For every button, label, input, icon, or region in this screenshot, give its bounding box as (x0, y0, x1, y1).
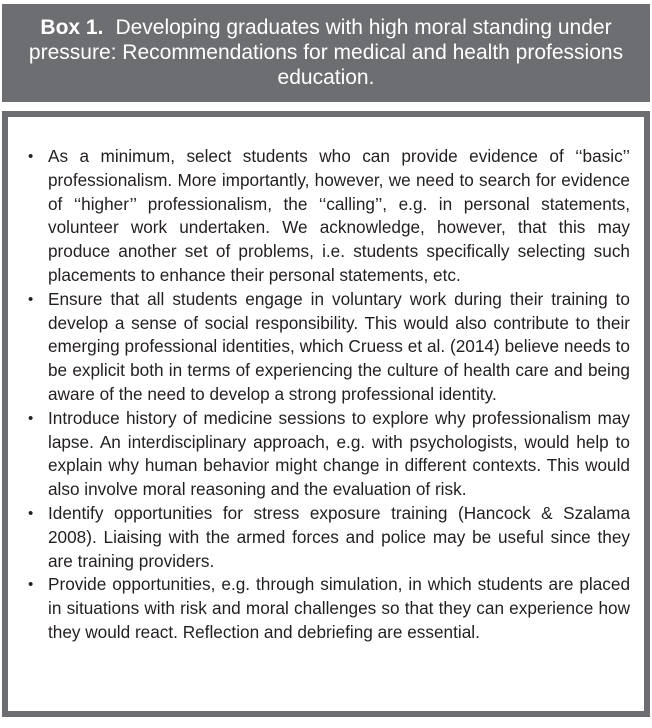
box-content-frame (2, 111, 650, 717)
bullet-icon: • (28, 148, 34, 165)
box-content (8, 117, 644, 711)
recommendation-text: As a minimum, select students who can provide evidence of ‘‘basic’’ professionalism. More importantly, however, we need to search for evidence of ‘‘higher’’ professionalism, the ‘‘calling’’, e.g. in personal statements, volunteer work undertaken. We acknowledge, however, that this may produce another set of problems, i.e. students specifically selecting such placements to enhance their personal statements, etc. (48, 146, 630, 285)
recommendation-item (24, 573, 630, 644)
bullet-icon: • (28, 504, 34, 522)
box-title: Developing graduates with high moral standing under pressure: Recommendations for medical and health professions education. (28, 16, 624, 89)
recommendation-text: Identify opportunities for stress exposure training (Hancock & Szalama 2008). Liaising with the armed forces and police may be useful since they are training providers. (48, 502, 630, 571)
box-header (2, 4, 650, 102)
recommendation-list (24, 145, 630, 645)
recommendation-item (24, 502, 630, 573)
recommendation-item (24, 145, 630, 288)
bullet-icon: • (28, 576, 34, 594)
recommendation-text: Introduce history of medicine sessions to explore why professionalism may lapse. An interdisciplinary approach, e.g. with psychologists, would help to explain why human behavior might change in different contexts. This would also involve moral reasoning and the evaluation of risk. (48, 407, 630, 500)
recommendation-text: Provide opportunities, e.g. through simulation, in which students are placed in situations with risk and moral challenges so that they can experience how they would react. Reflection and debriefing are essential. (48, 574, 630, 642)
recommendation-text: Ensure that all students engage in voluntary work during their training to develop a sense of social responsibility. This would also contribute to their emerging professional identities, which Cruess et al. (2014) believe needs to be explicit both in terms of experiencing the culture of health care and being aware of the need to develop a strong professional identity. (48, 288, 630, 404)
recommendation-item (24, 288, 630, 407)
recommendation-item (24, 407, 630, 502)
bullet-icon: • (28, 409, 34, 427)
box-label: Box 1. (40, 16, 104, 39)
bullet-icon: • (28, 290, 34, 308)
